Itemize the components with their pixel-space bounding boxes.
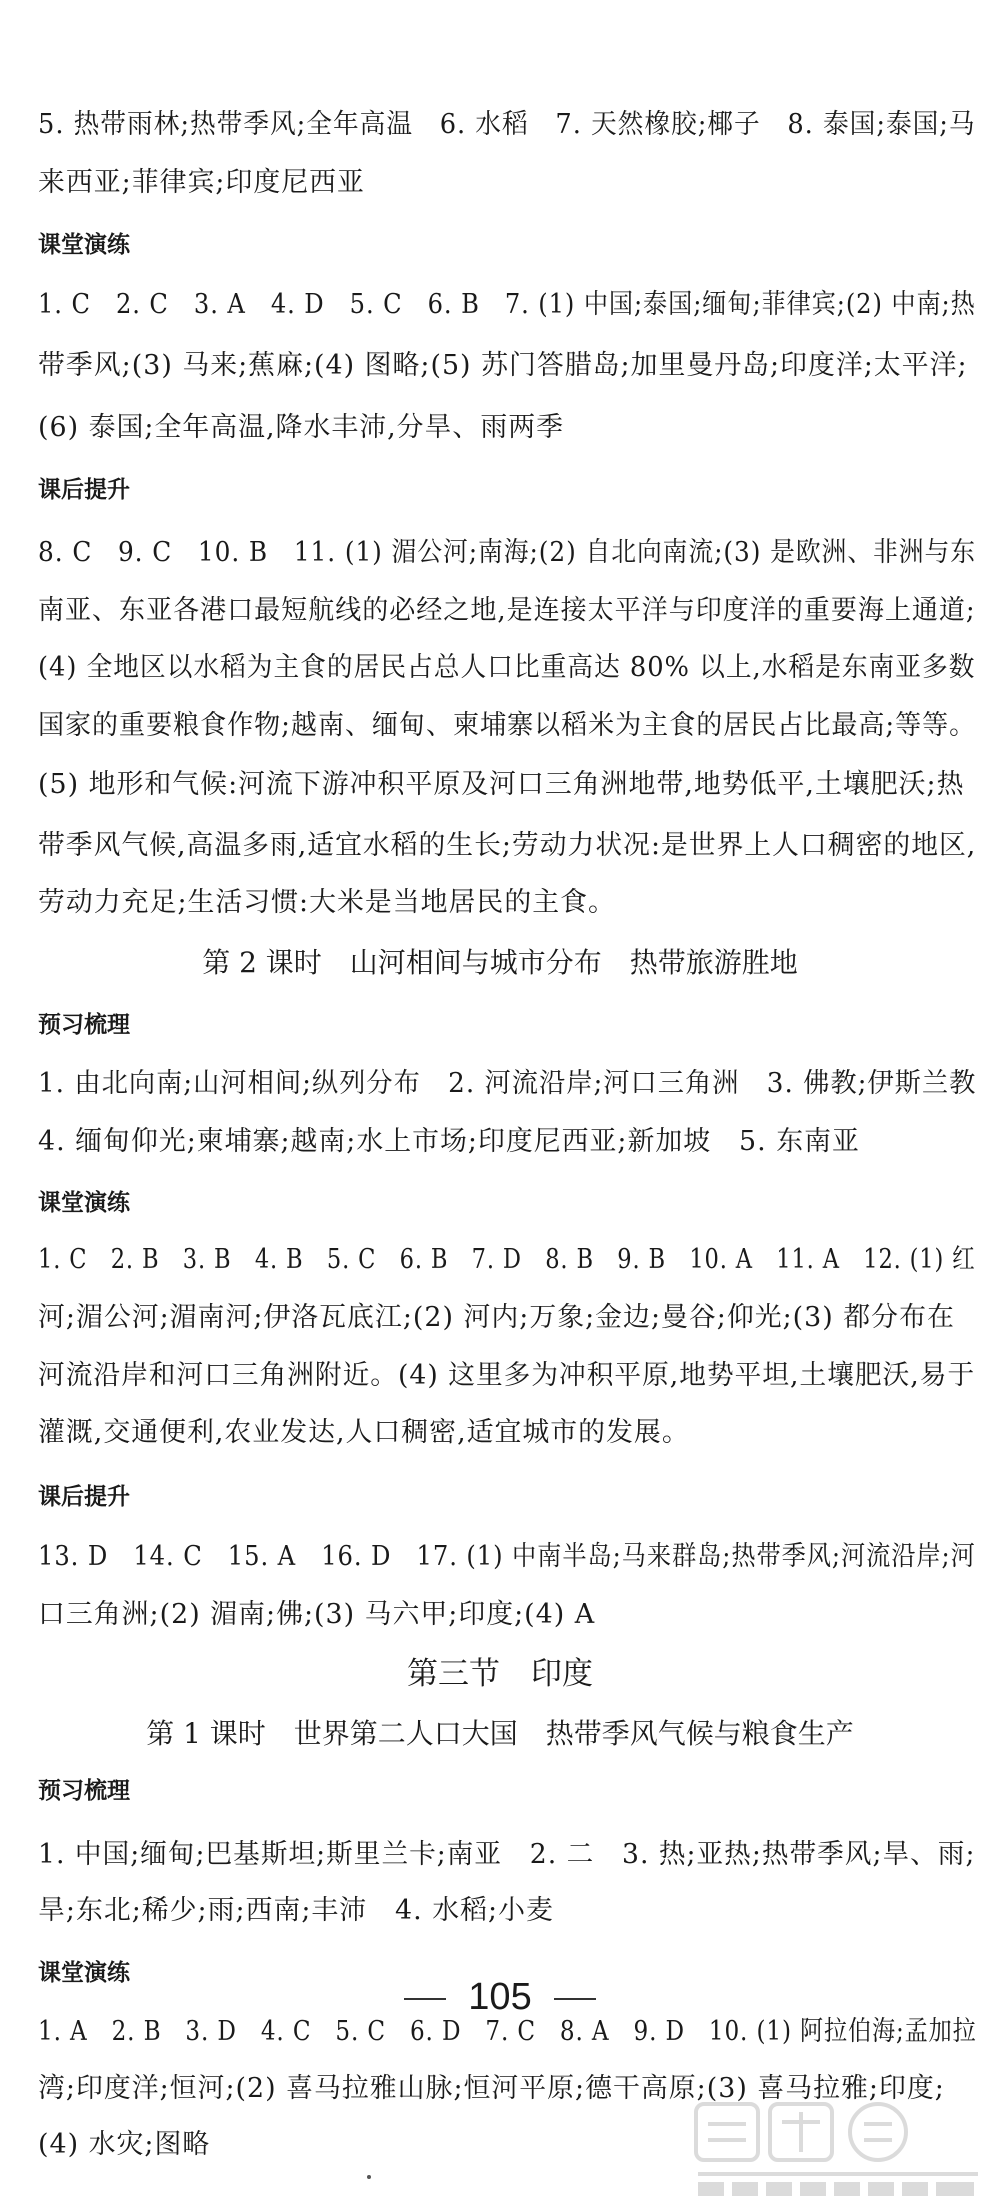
answer-line: 河流沿岸和河口三角洲附近。(4) 这里多为冲积平原,地势平坦,土壤肥沃,易于 <box>38 1360 976 1391</box>
section-label: 课堂演练 <box>38 232 130 258</box>
lesson-heading: 第 1 课时 世界第二人口大国 热带季风气候与粮食生产 <box>146 1717 854 1750</box>
answer-line: 1. 由北向南;山河相间;纵列分布 2. 河流沿岸;河口三角洲 3. 佛教;伊斯兰教 <box>38 1068 977 1099</box>
section-label: 课后提升 <box>38 1484 130 1510</box>
answer-line: 13. D 14. C 15. A 16. D 17. (1) 中南半岛;马来群岛;热带季风;河流沿岸;河 <box>38 1541 976 1572</box>
section-label: 课后提升 <box>38 477 130 503</box>
answer-line: 劳动力充足;生活习惯:大米是当地居民的主食。 <box>38 887 616 918</box>
answer-line: 8. C 9. C 10. B 11. (1) 湄公河;南海;(2) 自北向南流;(3) 是欧洲、非洲与东 <box>38 537 976 568</box>
answer-line: 湾;印度洋;恒河;(2) 喜马拉雅山脉;恒河平原;德干高原;(3) 喜马拉雅;印度; <box>38 2073 945 2104</box>
answer-line: 带季风气候,高温多雨,适宜水稻的生长;劳动力状况:是世界上人口稠密的地区, <box>38 830 977 861</box>
answer-line: 旱;东北;稀少;雨;西南;丰沛 4. 水稻;小麦 <box>38 1895 554 1926</box>
section-label: 课堂演练 <box>38 1960 130 1986</box>
stray-dot <box>367 2175 371 2179</box>
answer-line: 1. A 2. B 3. D 4. C 5. C 6. D 7. C 8. A 9. D 10. (1) 阿拉伯海;孟加拉 <box>38 2016 977 2047</box>
answer-line: 口三角洲;(2) 湄南;佛;(3) 马六甲;印度;(4) A <box>38 1599 596 1630</box>
answer-line: 南亚、东亚各港口最短航线的必经之地,是连接太平洋与印度洋的重要海上通道; <box>38 595 976 626</box>
answer-line: 来西亚;菲律宾;印度尼西亚 <box>38 167 365 198</box>
page-number-footer <box>0 1976 1000 2019</box>
section-label: 预习梳理 <box>38 1778 130 1804</box>
answer-line: (4) 全地区以水稻为主食的居民占总人口比重高达 80% 以上,水稻是东南亚多数 <box>38 652 976 683</box>
left-dash <box>404 1998 446 2000</box>
answer-line: 4. 缅甸仰光;柬埔寨;越南;水上市场;印度尼西亚;新加坡 5. 东南亚 <box>38 1126 860 1157</box>
answer-line: 灌溉,交通便利,农业发达,人口稠密,适宜城市的发展。 <box>38 1417 690 1448</box>
page-number: 105 <box>468 1976 532 2018</box>
right-dash <box>554 1998 596 2000</box>
answer-line: 1. 中国;缅甸;巴基斯坦;斯里兰卡;南亚 2. 二 3. 热;亚热;热带季风;旱、雨; <box>38 1839 976 1870</box>
chapter-heading: 第三节 印度 <box>407 1656 593 1692</box>
answer-line: 带季风;(3) 马来;蕉麻;(4) 图略;(5) 苏门答腊岛;加里曼丹岛;印度洋;太平洋; <box>38 350 968 381</box>
answer-line: (5) 地形和气候:河流下游冲积平原及河口三角洲地带,地势低平,土壤肥沃;热 <box>38 769 965 800</box>
lesson-heading: 第 2 课时 山河相间与城市分布 热带旅游胜地 <box>202 946 798 979</box>
answer-line: 国家的重要粮食作物;越南、缅甸、柬埔寨以稻米为主食的居民占比最高;等等。 <box>38 710 977 741</box>
answer-line: 1. C 2. B 3. B 4. B 5. C 6. B 7. D 8. B 9. B 10. A 11. A 12. (1) 红 <box>38 1244 976 1275</box>
answer-line: 1. C 2. C 3. A 4. D 5. C 6. B 7. (1) 中国;泰国;缅甸;菲律宾;(2) 中南;热 <box>38 289 976 320</box>
section-label: 预习梳理 <box>38 1012 130 1038</box>
answer-line: (4) 水灾;图略 <box>38 2129 211 2160</box>
answer-line: (6) 泰国;全年高温,降水丰沛,分旱、雨两季 <box>38 412 564 443</box>
answer-line: 5. 热带雨林;热带季风;全年高温 6. 水稻 7. 天然橡胶;椰子 8. 泰国;泰国;马 <box>38 109 976 140</box>
answer-line: 河;湄公河;湄南河;伊洛瓦底江;(2) 河内;万象;金边;曼谷;仰光;(3) 都分布在 <box>38 1302 955 1333</box>
watermark-logo-icon <box>688 2094 988 2204</box>
section-label: 课堂演练 <box>38 1190 130 1216</box>
